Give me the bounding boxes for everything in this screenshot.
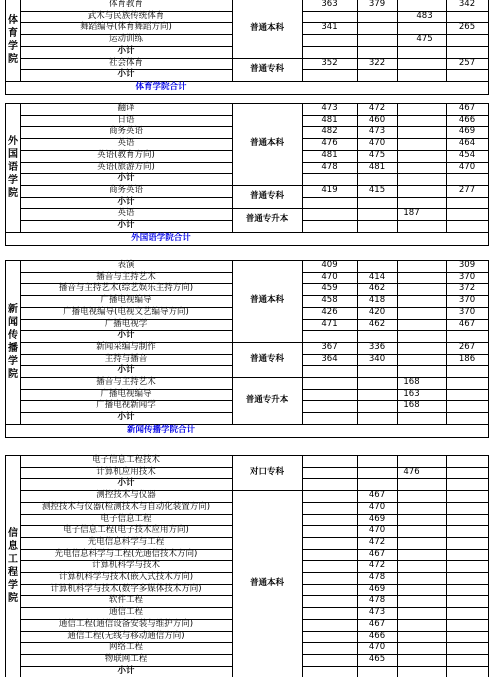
- score-cell: 426: [321, 306, 338, 317]
- subtotal-label: 小计: [117, 69, 135, 80]
- score-cell: 483: [416, 10, 433, 21]
- subtotal-label: 小计: [117, 665, 135, 676]
- subtotal-label: 小计: [117, 330, 135, 341]
- score-cell: 476: [403, 466, 420, 477]
- major-name: 主持与播音: [104, 353, 148, 364]
- score-cell: 415: [368, 184, 386, 195]
- score-cell: 467: [368, 548, 386, 559]
- score-cell: 267: [458, 341, 476, 352]
- subtotal-label: 小计: [117, 365, 135, 376]
- admission-type: 对口专科: [249, 467, 284, 477]
- college-total: 新闻传播学院合计: [126, 424, 195, 435]
- grid-line: [397, 0, 398, 81]
- major-name: 武术与民族传统体育: [87, 10, 165, 21]
- score-cell: 481: [368, 161, 386, 172]
- grid-line: [446, 455, 447, 677]
- major-name: 电子信息工程技术: [91, 455, 160, 465]
- major-name: 通信工程(通信设备安装与维护方向): [58, 618, 194, 629]
- major-name: 英语(教育方向): [97, 149, 155, 160]
- major-name: 英语(旅游方向): [97, 161, 155, 172]
- college-total: 体育学院合计: [135, 81, 187, 92]
- grid-line: [5, 245, 489, 246]
- score-cell: 466: [368, 630, 386, 641]
- major-name: 播音与主持艺术: [96, 271, 156, 282]
- grid-line: [302, 11, 488, 12]
- grid-line: [5, 437, 489, 438]
- admission-type: 普通本科: [249, 23, 284, 33]
- admission-type: 普通专科: [249, 63, 284, 74]
- admission-type: 普通专升本: [245, 395, 289, 405]
- major-name: 播音与主持艺术(综艺娱乐主持方向): [58, 283, 194, 294]
- grid-line: [357, 0, 358, 81]
- score-cell: 340: [368, 353, 386, 364]
- score-cell: 469: [458, 126, 476, 137]
- score-cell: 460: [368, 114, 386, 125]
- admission-type: 普通本科: [249, 295, 284, 305]
- grid-line: [302, 69, 488, 70]
- score-cell: 364: [321, 353, 338, 364]
- major-name: 光电信息科学与工程(光通信技术方向): [54, 548, 198, 559]
- score-cell: 352: [321, 57, 338, 68]
- major-name: 通信工程: [108, 607, 143, 618]
- score-cell: 370: [458, 306, 476, 317]
- college-name: 信息工程学院: [8, 528, 18, 605]
- score-cell: 309: [458, 260, 476, 270]
- score-cell: 409: [321, 260, 338, 270]
- grid-line: [302, 197, 488, 198]
- score-cell: 372: [458, 283, 476, 294]
- score-cell: 464: [458, 138, 476, 149]
- score-cell: 467: [458, 318, 476, 329]
- score-cell: 342: [458, 0, 476, 9]
- grid-line: [5, 94, 489, 95]
- score-cell: 470: [368, 525, 386, 536]
- score-cell: 168: [403, 400, 420, 411]
- score-cell: 470: [321, 271, 338, 282]
- score-cell: 470: [368, 501, 386, 512]
- score-cell: 475: [416, 34, 433, 45]
- major-name: 电子信息工程(电子技术应用方向): [63, 525, 189, 536]
- major-name: 计算机科学与技术(嵌入式技术方向): [58, 572, 194, 582]
- score-cell: 379: [368, 0, 386, 9]
- admission-type: 普通本科: [249, 578, 284, 589]
- score-cell: 469: [368, 513, 386, 524]
- major-name: 运动训练: [108, 34, 143, 45]
- score-cell: 367: [321, 341, 338, 352]
- score-cell: 419: [321, 184, 338, 195]
- subtotal-label: 小计: [117, 412, 135, 423]
- score-cell: 462: [368, 318, 386, 329]
- major-name: 电子信息工程: [100, 513, 152, 524]
- subtotal-label: 小计: [117, 196, 135, 207]
- major-name: 新闻采编与制作: [96, 341, 156, 352]
- admission-type: 普通专升本: [245, 214, 289, 225]
- major-name: 广播电视编导: [100, 388, 152, 399]
- score-cell: 478: [321, 161, 338, 172]
- major-name: 社会体育: [108, 57, 143, 68]
- score-cell: 418: [368, 295, 386, 306]
- score-cell: 471: [321, 318, 338, 329]
- score-cell: 467: [458, 103, 476, 113]
- score-cell: 466: [458, 114, 476, 125]
- grid-line: [397, 455, 398, 677]
- score-cell: 470: [458, 161, 476, 172]
- score-cell: 482: [321, 126, 338, 137]
- major-name: 计算机科学与技术: [91, 560, 160, 571]
- grid-line: [302, 103, 303, 232]
- grid-line: [397, 103, 398, 232]
- admission-type: 普通专科: [249, 190, 284, 201]
- score-cell: 257: [458, 57, 476, 68]
- score-cell: 459: [321, 283, 338, 294]
- score-cell: 370: [458, 271, 476, 282]
- grid-line: [302, 173, 488, 174]
- score-cell: 454: [458, 149, 476, 160]
- grid-line: [488, 0, 489, 94]
- major-name: 英语: [117, 208, 135, 219]
- major-name: 英语: [117, 138, 135, 149]
- score-cell: 473: [368, 126, 386, 137]
- grid-line: [488, 103, 489, 245]
- score-cell: 370: [458, 295, 476, 306]
- admission-type: 普通专科: [249, 353, 284, 364]
- score-cell: 472: [368, 560, 386, 571]
- major-name: 计算机科学与技术(数字多媒体技术方向): [50, 583, 202, 594]
- major-name: 物联网工程: [104, 653, 148, 664]
- score-cell: 465: [368, 653, 386, 664]
- grid-line: [397, 260, 398, 424]
- score-cell: 467: [368, 490, 386, 501]
- grid-line: [488, 455, 489, 677]
- score-cell: 470: [368, 642, 386, 653]
- major-name: 广播电视新闻学: [96, 400, 156, 411]
- grid-line: [302, 220, 488, 221]
- admission-type: 普通本科: [249, 138, 284, 148]
- grid-line: [302, 412, 488, 413]
- major-name: 体育教育: [108, 0, 143, 9]
- major-name: 播音与主持艺术: [96, 377, 156, 387]
- major-name: 表演: [117, 260, 135, 270]
- major-name: 广播电视编导(电视文艺编导方向): [63, 306, 189, 317]
- grid-line: [446, 0, 447, 81]
- score-cell: 363: [321, 0, 338, 9]
- score-cell: 473: [368, 607, 386, 618]
- grid-line: [446, 103, 447, 232]
- score-cell: 470: [368, 138, 386, 149]
- score-cell: 163: [403, 388, 420, 399]
- score-cell: 481: [321, 149, 338, 160]
- score-cell: 265: [458, 22, 476, 33]
- grid-line: [302, 260, 303, 424]
- score-cell: 462: [368, 283, 386, 294]
- score-cell: 420: [368, 306, 386, 317]
- major-name: 测控技术与仪器(检测技术与自动化装置方向): [41, 501, 211, 512]
- major-name: 软件工程: [108, 595, 143, 606]
- grid-line: [302, 365, 488, 366]
- major-name: 舞蹈编导(体育舞蹈方向): [80, 22, 172, 33]
- major-name: 广播电视编导: [100, 295, 152, 306]
- score-cell: 414: [368, 271, 386, 282]
- major-name: 广播电视学: [104, 318, 148, 329]
- grid-line: [357, 103, 358, 232]
- score-cell: 168: [403, 377, 420, 387]
- major-name: 商务英语: [108, 184, 143, 195]
- grid-line: [488, 260, 489, 437]
- subtotal-label: 小计: [117, 45, 135, 56]
- score-cell: 277: [458, 184, 476, 195]
- major-name: 商务英语: [108, 126, 143, 137]
- major-name: 通信工程(无线与移动通信方向): [67, 630, 185, 641]
- score-cell: 341: [321, 22, 338, 33]
- major-name: 测控技术与仪器: [96, 490, 156, 501]
- grid-line: [357, 260, 358, 424]
- grid-line: [302, 478, 488, 479]
- subtotal-label: 小计: [117, 220, 135, 230]
- major-name: 网络工程: [108, 642, 143, 653]
- grid-line: [302, 455, 488, 456]
- grid-line: [302, 666, 488, 667]
- college-name: 外国语学院: [8, 135, 18, 199]
- score-cell: 473: [321, 103, 338, 113]
- score-cell: 187: [403, 208, 420, 219]
- score-cell: 481: [321, 114, 338, 125]
- major-name: 日语: [117, 114, 135, 125]
- score-cell: 458: [321, 295, 338, 306]
- grid-line: [302, 0, 303, 81]
- major-name: 计算机应用技术: [96, 466, 156, 477]
- grid-line: [302, 330, 488, 331]
- score-cell: 472: [368, 536, 386, 547]
- grid-line: [302, 455, 303, 677]
- college-name: 新闻传播学院: [8, 303, 18, 380]
- score-cell: 478: [368, 595, 386, 606]
- score-cell: 336: [368, 341, 386, 352]
- grid-line: [302, 46, 488, 47]
- score-cell: 475: [368, 149, 386, 160]
- college-name: 体育学院: [8, 14, 18, 65]
- score-cell: 469: [368, 583, 386, 594]
- college-total: 外国语学院合计: [131, 232, 191, 243]
- grid-line: [446, 260, 447, 424]
- major-name: 翻译: [117, 103, 135, 113]
- score-cell: 472: [368, 103, 386, 113]
- score-cell: 476: [321, 138, 338, 149]
- score-cell: 467: [368, 618, 386, 629]
- score-cell: 478: [368, 572, 386, 582]
- score-cell: 322: [368, 57, 386, 68]
- subtotal-label: 小计: [117, 478, 135, 489]
- grid-line: [302, 34, 488, 35]
- score-cell: 186: [458, 353, 476, 364]
- subtotal-label: 小计: [117, 173, 135, 184]
- major-name: 光电信息科学与工程: [87, 536, 165, 547]
- grid-line: [357, 455, 358, 677]
